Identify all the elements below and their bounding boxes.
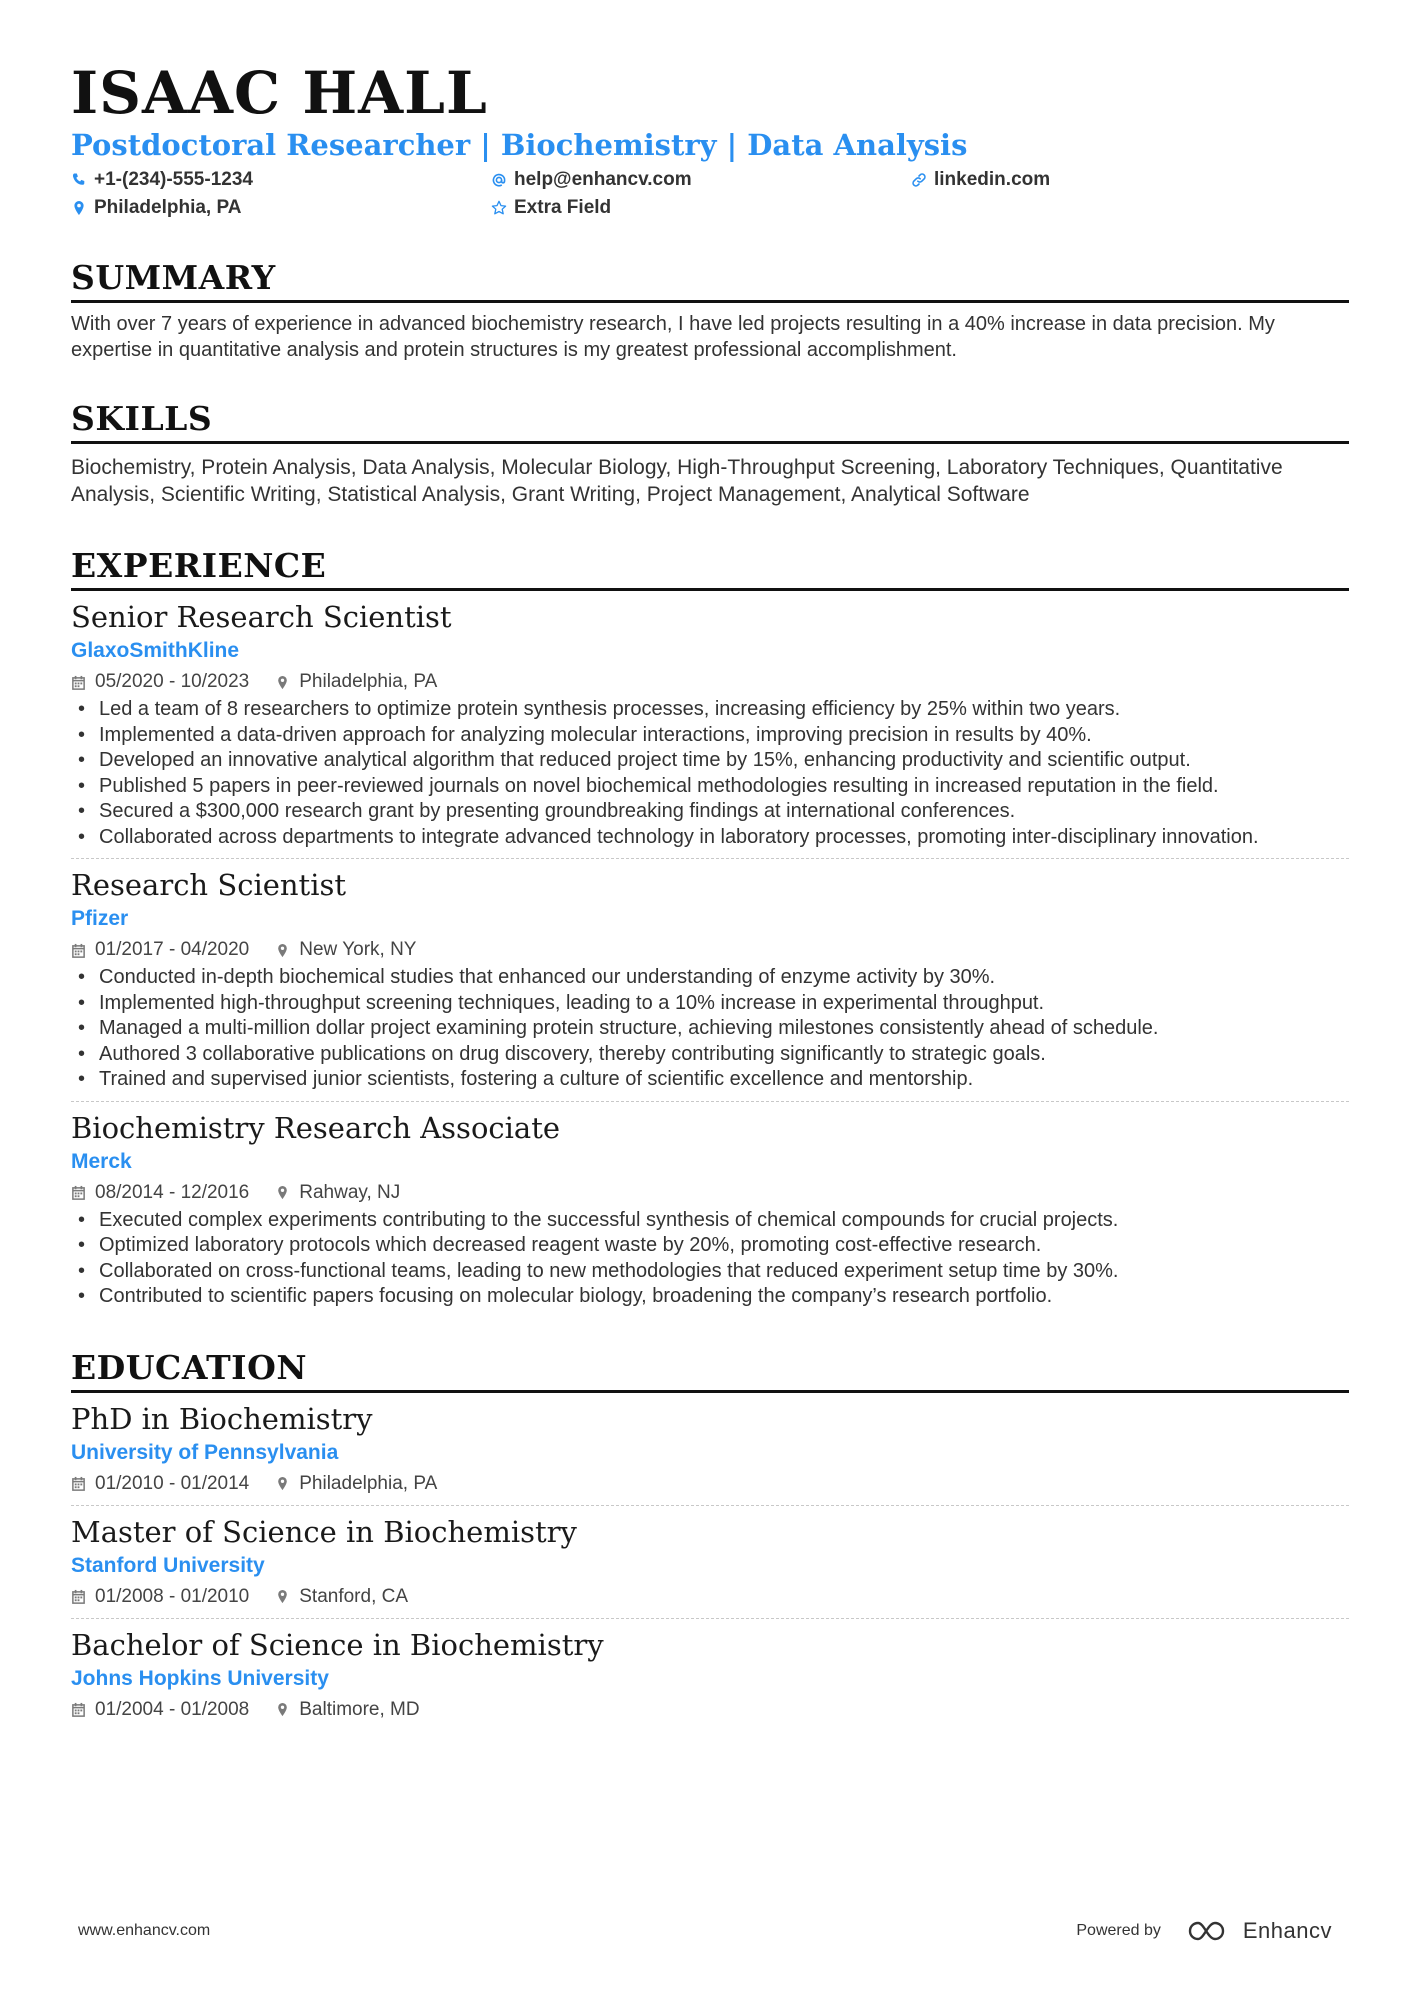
powered-by [1076,1918,1332,1944]
bullet-item: • Implemented a data-driven approach for analyzing molecular interactions, improving precision in results by 40%. [71,723,1349,749]
bullet-item: • Collaborated on cross-functional teams, leading to new methodologies that reduced experiment setup time by 30%. [71,1259,1349,1285]
location-text: Rahway, NJ [299,1181,401,1203]
job-meta [71,937,1349,963]
bullet-item: • Implemented high-throughput screening techniques, leading to a 10% increase in experimental throughput. [71,991,1349,1017]
map-pin-icon [275,1476,290,1491]
date-text: 05/2020 - 10/2023 [95,671,250,692]
section-title-summary: SUMMARY [71,258,1349,303]
skills-text: Biochemistry, Protein Analysis, Data Analysis, Molecular Biology, High-Throughput Screening, Laboratory Techniques, Quantitative Analysis, Scientific Writing, Statistical Analysis, Grant Writing, Project Management, Analytical Software [71,456,1283,506]
bullet-item: • Managed a multi-million dollar project examining protein structure, achieving milestones consistently ahead of schedule. [71,1016,1349,1042]
at-icon [491,172,507,188]
company-name: GlaxoSmithKline [71,639,240,662]
job-title: Research Scientist [71,868,347,902]
education-section [71,1348,1349,1731]
date-range [71,1697,249,1723]
bullet-item: • Conducted in-depth biochemical studies that enhanced our understanding of enzyme activity by 30%. [71,965,1349,991]
extra-field-text: Extra Field [514,197,612,218]
experience-section [71,546,1349,1318]
school-name: Stanford University [71,1553,265,1577]
date-range [71,1180,249,1206]
school-name: University of Pennsylvania [71,1440,339,1464]
section-title-skills: SKILLS [71,399,1349,444]
location-text: Stanford, CA [299,1585,409,1607]
bullet-item: • Developed an innovative analytical algorithm that reduced project time by 15%, enhancing productivity and scientific output. [71,748,1349,774]
skills-section [71,399,1349,508]
calendar-icon [71,1476,86,1491]
footer-website-link[interactable]: www.enhancv.com [78,1922,211,1939]
location-text: New York, NY [299,939,417,960]
map-pin-icon [275,1185,290,1200]
bullet-item: • Collaborated across departments to integrate advanced technology in laboratory processes, promoting inter-disciplinary innovation. [71,825,1349,851]
bullet-item: • Secured a $300,000 research grant by presenting groundbreaking findings at international conferences. [71,799,1349,825]
bullet-item: • Executed complex experiments contributing to the successful synthesis of chemical compounds for crucial projects. [71,1208,1349,1234]
experience-entry [71,1110,1349,1318]
location-text: Philadelphia, PA [299,1472,438,1494]
job-meta [71,1180,1349,1206]
summary-text: With over 7 years of experience in advanced biochemistry research, I have led projects resulting in a 40% increase in data precision. My expertise in quantitative analysis and protein structures is my greatest professional accomplishment. [71,313,1275,361]
link-icon [911,172,927,188]
bullet-item: • Trained and supervised junior scientists, fostering a culture of scientific excellence and mentorship. [71,1067,1349,1093]
bullet-item: • Optimized laboratory protocols which decreased reagent waste by 20%, promoting cost-effective research. [71,1233,1349,1259]
phone-text: +1-(234)-555-1234 [94,169,253,190]
location-text: Baltimore, MD [299,1698,420,1720]
school-location [275,1471,437,1497]
date-text: 01/2004 - 01/2008 [95,1698,250,1720]
calendar-icon [71,1702,86,1717]
location-text: Philadelphia, PA [299,671,438,692]
job-bullets [71,965,1349,1093]
job-location [275,669,437,695]
footer [78,1918,1332,1944]
education-meta [71,1697,1349,1723]
school-location [275,1584,408,1610]
calendar-icon [71,943,86,958]
bullet-item: • Published 5 papers in peer-reviewed journals on novel biochemical methodologies resulting in increased reputation in the field. [71,774,1349,800]
date-range [71,1471,249,1497]
date-text: 08/2014 - 12/2016 [95,1181,250,1203]
header [71,58,1349,220]
education-entry [71,1514,1349,1619]
linkedin[interactable] [911,168,1331,192]
bullet-item: • Led a team of 8 researchers to optimize protein synthesis processes, increasing efficiency by 25% within two years. [71,697,1349,723]
job-bullets [71,1208,1349,1310]
experience-entry [71,599,1349,859]
location-text: Philadelphia, PA [94,197,242,218]
job-location [275,937,416,963]
company-name: Pfizer [71,907,129,930]
date-text: 01/2010 - 01/2014 [95,1472,250,1494]
map-pin-icon [71,200,87,216]
star-icon [491,200,507,216]
company-name: Merck [71,1149,132,1173]
powered-by-label: Powered by [1076,1922,1161,1939]
school-location [275,1697,419,1723]
date-text: 01/2017 - 04/2020 [95,939,250,960]
phone[interactable] [71,168,491,192]
job-location [275,1180,400,1206]
candidate-name: ISAAC HALL [71,59,488,127]
summary-section [71,258,1349,363]
job-title: Biochemistry Research Associate [71,1110,561,1145]
brand-name: Enhancv [1242,1918,1332,1943]
email[interactable] [491,168,911,192]
date-text: 01/2008 - 01/2010 [95,1585,250,1607]
email-text: help@enhancv.com [514,169,692,190]
calendar-icon [71,675,86,690]
map-pin-icon [275,1589,290,1604]
education-meta [71,1471,1349,1497]
degree-title: Master of Science in Biochemistry [71,1514,577,1549]
enhancv-logo[interactable] [1187,1918,1332,1944]
bullet-item: • Contributed to scientific papers focusing on molecular biology, broadening the company’s research portfolio. [71,1284,1349,1310]
degree-title: PhD in Biochemistry [71,1401,373,1436]
school-name: Johns Hopkins University [71,1666,329,1690]
job-meta [71,669,1349,695]
section-title-experience: EXPERIENCE [71,546,1349,591]
education-entry [71,1401,1349,1506]
date-range [71,937,249,963]
job-bullets [71,697,1349,850]
linkedin-text: linkedin.com [934,169,1051,190]
extra-field [491,196,911,220]
education-entry [71,1627,1349,1731]
degree-title: Bachelor of Science in Biochemistry [71,1627,604,1662]
headline: Postdoctoral Researcher | Biochemistry | Data Analysis [71,128,968,162]
date-range [71,1584,249,1610]
section-title-education: EDUCATION [71,1348,1349,1393]
enhancv-logo-icon [1187,1918,1233,1944]
experience-entry [71,867,1349,1102]
location [71,196,491,220]
bullet-item: • Authored 3 collaborative publications on drug discovery, thereby contributing significantly to strategic goals. [71,1042,1349,1068]
phone-icon [71,172,87,188]
calendar-icon [71,1185,86,1200]
contact-info [71,168,1349,220]
resume-page [71,58,1349,1731]
calendar-icon [71,1589,86,1604]
job-title: Senior Research Scientist [71,600,452,634]
map-pin-icon [275,1702,290,1717]
education-meta [71,1584,1349,1610]
map-pin-icon [275,943,290,958]
map-pin-icon [275,675,290,690]
date-range [71,669,249,695]
